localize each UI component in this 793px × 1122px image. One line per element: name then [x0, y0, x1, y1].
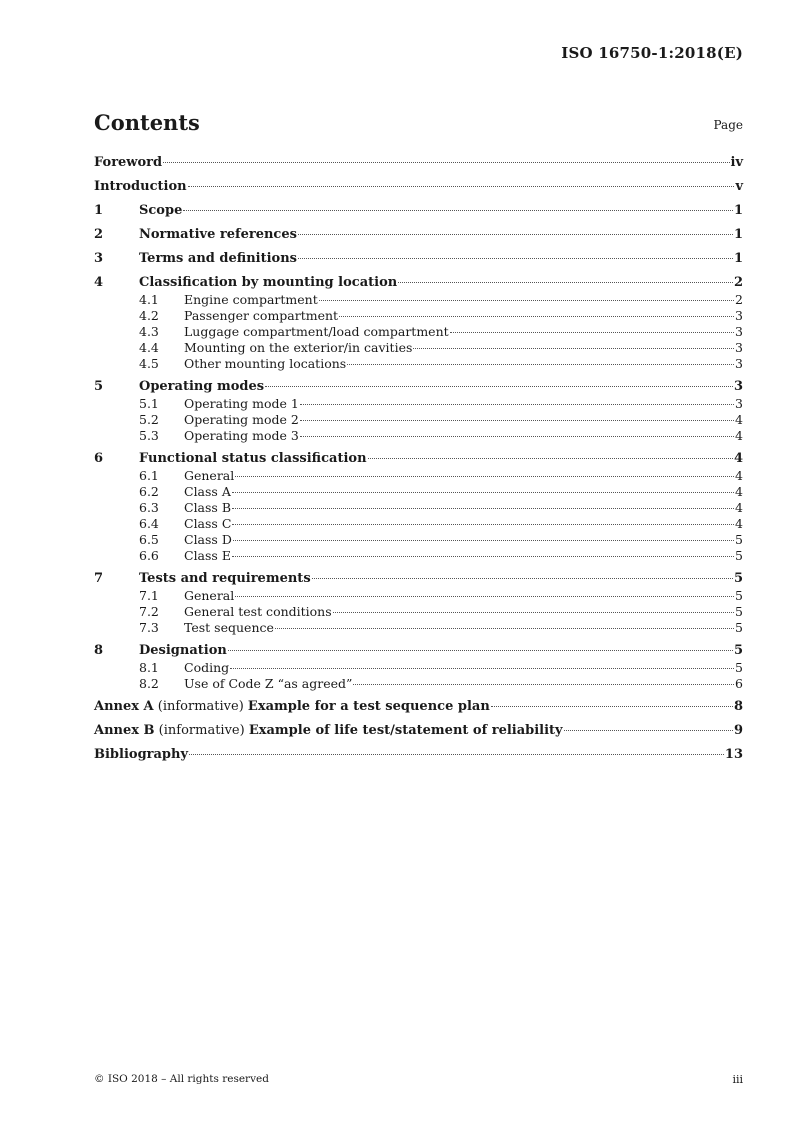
toc-subentry-label: General — [184, 468, 235, 483]
dot-leader — [235, 596, 734, 597]
toc-entry-label — [139, 226, 297, 244]
toc-entry-number: 3 — [94, 251, 104, 266]
toc-group — [94, 450, 743, 564]
dot-leader — [230, 668, 734, 669]
toc-subentry-page: 5 — [735, 620, 743, 635]
toc-group — [94, 746, 743, 764]
dot-leader — [450, 332, 734, 333]
toc-subentry-number: 6.6 — [139, 548, 159, 563]
toc-entry-page: iv — [730, 155, 743, 170]
toc-entry-annex-type: (informative) — [153, 699, 248, 714]
toc-entry-number: 4 — [94, 275, 104, 290]
toc-entry-annex-title: Example of life test/statement of reliability — [248, 723, 563, 738]
toc-subentry-page: 3 — [735, 324, 743, 339]
toc-entry[interactable] — [94, 250, 743, 268]
toc-subentry-number: 6.4 — [139, 516, 159, 531]
toc-entry[interactable] — [94, 746, 743, 764]
toc-subentry-label: Operating mode 1 — [184, 396, 299, 411]
toc-entry-page: 4 — [733, 451, 743, 466]
toc-subentry-page: 6 — [735, 676, 743, 691]
toc-subentry-page: 2 — [735, 292, 743, 307]
toc-subentry-page: 5 — [735, 532, 743, 547]
toc-entry-page: 1 — [733, 251, 743, 266]
toc-group — [94, 722, 743, 740]
dot-leader — [232, 508, 734, 509]
dot-leader — [298, 234, 733, 235]
toc-subentry-page: 4 — [735, 468, 743, 483]
toc-subentry-number: 7.1 — [139, 588, 159, 603]
toc-subentry[interactable] — [94, 468, 743, 484]
toc-subentry[interactable] — [94, 428, 743, 444]
dot-leader — [413, 348, 734, 349]
toc-subentry[interactable] — [94, 660, 743, 676]
toc-entry[interactable] — [94, 226, 743, 244]
toc-subentry-label: Class C — [184, 516, 232, 531]
toc-subentry[interactable] — [94, 340, 743, 356]
toc-subentry-number: 5.2 — [139, 412, 159, 427]
toc-entry-number: 7 — [94, 571, 104, 586]
toc-entry-page: 8 — [733, 699, 743, 714]
dot-leader — [233, 540, 734, 541]
toc-subentry-number: 4.3 — [139, 324, 159, 339]
dot-leader — [368, 458, 733, 459]
toc-subentry-label: Mounting on the exterior/in cavities — [184, 340, 413, 355]
dot-leader — [235, 476, 734, 477]
dot-leader — [188, 186, 735, 187]
toc-subentry-page: 4 — [735, 516, 743, 531]
toc-entry-label — [94, 746, 188, 764]
toc-subentry-label: Test sequence — [184, 620, 274, 635]
toc-subentry[interactable] — [94, 412, 743, 428]
toc-entry-label — [139, 570, 311, 588]
toc-subentry[interactable] — [94, 604, 743, 620]
toc-entry-page: 5 — [733, 571, 743, 586]
dot-leader — [300, 420, 734, 421]
page-title: Contents — [94, 110, 200, 135]
toc-subentry-page: 3 — [735, 308, 743, 323]
toc-entry[interactable] — [94, 178, 743, 196]
dot-leader — [300, 404, 734, 405]
toc-group — [94, 274, 743, 372]
toc-subentry[interactable] — [94, 620, 743, 636]
dot-leader — [339, 316, 734, 317]
toc-entry-label — [94, 154, 162, 172]
toc-entry-number: 5 — [94, 379, 104, 394]
toc-subentry-label: Class E — [184, 548, 231, 563]
toc-subentry-label: Class B — [184, 500, 232, 515]
toc-subentry-number: 5.3 — [139, 428, 159, 443]
dot-leader — [398, 282, 733, 283]
toc-entry[interactable] — [94, 642, 743, 660]
toc-subentry-label: General — [184, 588, 235, 603]
toc-entry-annex-title: Example for a test sequence plan — [247, 699, 490, 714]
toc-subentry-page: 4 — [735, 500, 743, 515]
page-column-label: Page — [713, 118, 743, 132]
toc-subentry[interactable] — [94, 324, 743, 340]
toc-group — [94, 378, 743, 444]
toc-entry-label — [139, 250, 297, 268]
toc-group — [94, 202, 743, 220]
dot-leader — [228, 650, 733, 651]
dot-leader — [189, 754, 724, 755]
toc-subentry-page: 4 — [735, 484, 743, 499]
toc-subentry-label: General test conditions — [184, 604, 332, 619]
toc-group — [94, 226, 743, 244]
toc-subentry[interactable] — [94, 676, 743, 692]
toc-subentry[interactable] — [94, 396, 743, 412]
dot-leader — [232, 556, 734, 557]
toc-subentry[interactable] — [94, 588, 743, 604]
toc-subentry-label: Other mounting locations — [184, 356, 347, 371]
toc-subentry-number: 4.5 — [139, 356, 159, 371]
toc-subentry-number: 8.2 — [139, 676, 159, 691]
dot-leader — [564, 730, 733, 731]
toc-subentry-number: 7.3 — [139, 620, 159, 635]
toc-entry-label-text: Bibliography — [94, 747, 189, 762]
toc-entry[interactable] — [94, 154, 743, 172]
dot-leader — [275, 628, 734, 629]
toc-entry-number: 6 — [94, 451, 104, 466]
toc-group — [94, 178, 743, 196]
toc-entry[interactable] — [94, 202, 743, 220]
toc-entry-number: 8 — [94, 643, 104, 658]
toc-subentry-number: 6.5 — [139, 532, 159, 547]
toc-subentry-page: 5 — [735, 660, 743, 675]
toc-entry-page: 5 — [733, 643, 743, 658]
toc-entry-label — [139, 274, 397, 292]
toc-subentry-number: 7.2 — [139, 604, 159, 619]
toc-entry-label — [139, 450, 367, 468]
toc-subentry[interactable] — [94, 292, 743, 308]
toc-subentry-label: Use of Code Z “as agreed” — [184, 676, 353, 691]
dot-leader — [232, 492, 734, 493]
table-of-contents — [94, 154, 743, 764]
toc-entry[interactable] — [94, 378, 743, 396]
toc-entry-page: 13 — [724, 747, 743, 762]
toc-entry-label-text: Classification by mounting location — [139, 275, 398, 290]
toc-subentry[interactable] — [94, 356, 743, 372]
toc-subentry-page: 3 — [735, 340, 743, 355]
dot-leader — [333, 612, 734, 613]
toc-subentry-number: 6.2 — [139, 484, 159, 499]
toc-entry-label — [139, 378, 264, 396]
toc-subentry-page: 3 — [735, 396, 743, 411]
toc-group — [94, 698, 743, 716]
toc-subentry-label: Coding — [184, 660, 230, 675]
toc-entry-page: v — [735, 179, 743, 194]
toc-subentry[interactable] — [94, 532, 743, 548]
toc-entry-label-text: Introduction — [94, 179, 187, 194]
dot-leader — [353, 684, 734, 685]
toc-subentry-page: 5 — [735, 604, 743, 619]
toc-entry[interactable] — [94, 570, 743, 588]
toc-subentry-number: 4.2 — [139, 308, 159, 323]
toc-subentry[interactable] — [94, 308, 743, 324]
toc-subentry-page: 4 — [735, 428, 743, 443]
dot-leader — [163, 162, 729, 163]
toc-entry[interactable] — [94, 450, 743, 468]
toc-subentry-label: Passenger compartment — [184, 308, 339, 323]
toc-group — [94, 642, 743, 692]
toc-entry-label-text: Annex A — [94, 699, 154, 714]
toc-entry-page: 2 — [733, 275, 743, 290]
dot-leader — [347, 364, 734, 365]
toc-entry-number: 2 — [94, 227, 104, 242]
toc-entry-label-text: Foreword — [94, 155, 163, 170]
toc-entry-label-text: Operating modes — [139, 379, 265, 394]
toc-entry[interactable] — [94, 698, 743, 716]
dot-leader — [232, 524, 734, 525]
toc-subentry-label: Class A — [184, 484, 231, 499]
toc-subentry[interactable] — [94, 516, 743, 532]
document-id: ISO 16750-1:2018(E) — [561, 44, 743, 62]
toc-group — [94, 250, 743, 268]
toc-subentry[interactable] — [94, 548, 743, 564]
toc-subentry-label: Engine compartment — [184, 292, 318, 307]
dot-leader — [491, 706, 733, 707]
dot-leader — [265, 386, 733, 387]
toc-entry-number: 1 — [94, 203, 104, 218]
toc-subentry-label: Operating mode 2 — [184, 412, 299, 427]
toc-entry-label-text: Annex B — [94, 723, 155, 738]
toc-subentry-page: 3 — [735, 356, 743, 371]
toc-entry-page: 1 — [733, 203, 743, 218]
toc-entry[interactable] — [94, 274, 743, 292]
toc-subentry[interactable] — [94, 484, 743, 500]
dot-leader — [183, 210, 733, 211]
dot-leader — [298, 258, 733, 259]
toc-entry-label-text: Tests and requirements — [139, 571, 311, 586]
toc-group — [94, 570, 743, 636]
dot-leader — [312, 578, 733, 579]
toc-entry-label — [94, 722, 563, 740]
copyright-notice: © ISO 2018 – All rights reserved — [94, 1073, 269, 1085]
toc-subentry-number: 6.1 — [139, 468, 159, 483]
toc-entry-page: 9 — [733, 723, 743, 738]
toc-entry-label — [139, 202, 182, 220]
toc-group — [94, 154, 743, 172]
toc-entry-label-text: Functional status classification — [139, 451, 367, 466]
page-number: iii — [732, 1073, 743, 1086]
toc-entry-page: 3 — [733, 379, 743, 394]
toc-entry-label-text: Normative references — [139, 227, 297, 242]
toc-entry-label — [94, 698, 490, 716]
toc-entry[interactable] — [94, 722, 743, 740]
toc-subentry-number: 5.1 — [139, 396, 159, 411]
toc-entry-label-text: Terms and definitions — [139, 251, 297, 266]
dot-leader — [319, 300, 734, 301]
toc-subentry-number: 6.3 — [139, 500, 159, 515]
dot-leader — [300, 436, 734, 437]
toc-entry-label — [94, 178, 187, 196]
toc-entry-label-text: Scope — [139, 203, 183, 218]
toc-subentry[interactable] — [94, 500, 743, 516]
toc-entry-page: 1 — [733, 227, 743, 242]
toc-subentry-page: 5 — [735, 588, 743, 603]
toc-subentry-page: 4 — [735, 412, 743, 427]
toc-subentry-label: Class D — [184, 532, 232, 547]
toc-subentry-number: 8.1 — [139, 660, 159, 675]
toc-subentry-label: Operating mode 3 — [184, 428, 299, 443]
toc-subentry-number: 4.4 — [139, 340, 159, 355]
toc-entry-label-text: Designation — [139, 643, 227, 658]
toc-subentry-page: 5 — [735, 548, 743, 563]
toc-subentry-number: 4.1 — [139, 292, 159, 307]
toc-subentry-label: Luggage compartment/load compartment — [184, 324, 449, 339]
toc-entry-annex-type: (informative) — [154, 723, 249, 738]
toc-entry-label — [139, 642, 227, 660]
